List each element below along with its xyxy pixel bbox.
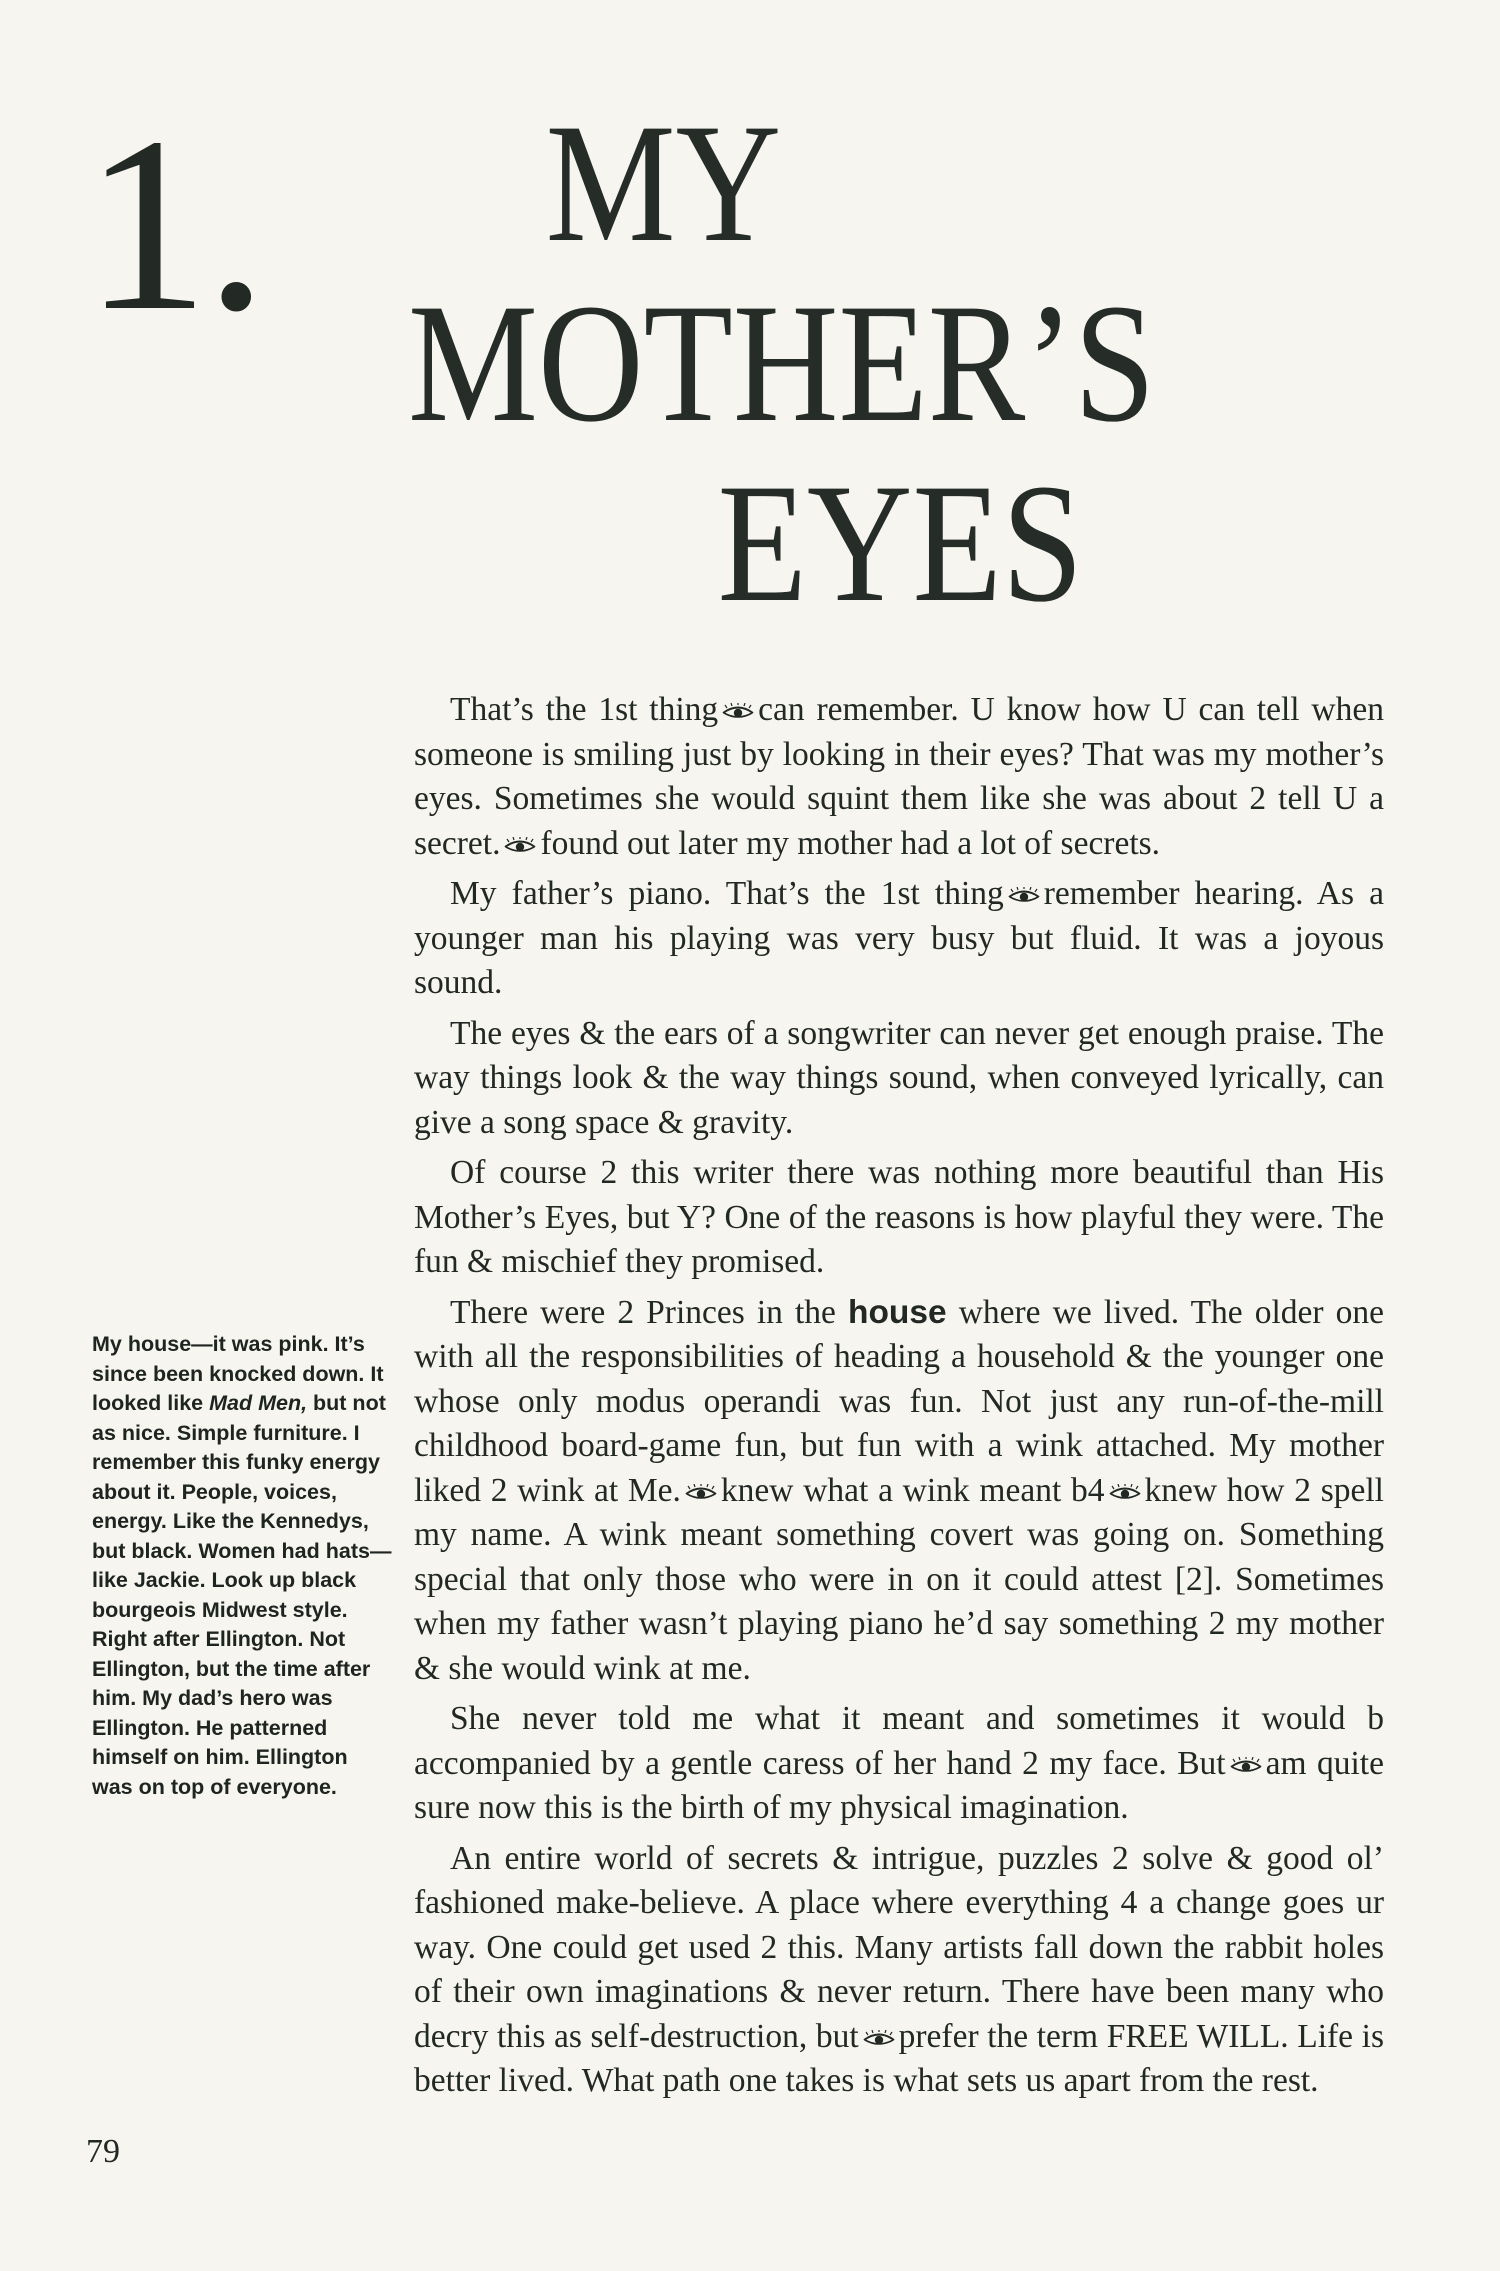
eye-icon <box>862 2030 896 2048</box>
sidebar-text: My house—it was pink. It’s since been knocked down. It looked like <box>92 1332 384 1415</box>
eye-icon <box>721 703 755 721</box>
text-span: knew what a wink meant b4 <box>720 1471 1105 1509</box>
eye-icon <box>1007 887 1041 905</box>
body-text <box>414 688 1384 2110</box>
text-span: She never told me what it meant and sometimes it would b accompanied by a gentle caress of her hand 2 my face. But <box>414 1700 1384 1782</box>
text-span: am quite sure now this is the birth of my physical imagination. <box>414 1744 1384 1826</box>
title-line-1: MY <box>545 89 782 277</box>
sidebar-note <box>92 1330 392 1802</box>
chapter-number: 1. <box>84 86 264 363</box>
paragraph-2 <box>414 872 1384 1006</box>
title-line-3: EYES <box>717 449 1084 637</box>
text-span: prefer the term FREE WILL. Life is better lived. What path one takes is what sets us apart from the rest. <box>414 2017 1384 2099</box>
paragraph-1 <box>414 688 1384 866</box>
title-line-2: MOTHER’S <box>408 269 1156 457</box>
chapter-title <box>408 89 1337 638</box>
paragraph-5 <box>414 1291 1384 1692</box>
bold-word-house: house <box>847 1293 947 1331</box>
sidebar-text: but not as nice. Simple furniture. I remember this funky energy about it. People, voices, energy. Like the Kennedys, but black. Women had hats—like Jackie. Look up black bourgeois Midwest style. Right after Ellington. Not Ellington, but the time after him. My dad’s hero was Ellington. He patterned himself on him. Ellington was on top of everyone. <box>92 1391 392 1799</box>
text-span: where we lived. The older one with all the responsibilities of heading a household & the younger one whose only modus operandi was fun. Not just any run-of-the-mill childhood board-game fun, but fun with a wink attached. My mother liked 2 wink at Me. <box>414 1293 1385 1509</box>
paragraph-4: Of course 2 this writer there was nothing more beautiful than His Mother’s Eyes, but Y? One of the reasons is how playful they were. The fun & mischief they promised. <box>414 1154 1384 1280</box>
paragraph-7 <box>414 1837 1384 2104</box>
eye-icon <box>684 1484 718 1502</box>
eye-icon <box>1229 1757 1263 1775</box>
sidebar-italic-title: Mad Men, <box>209 1391 308 1415</box>
page-number: 79 <box>86 2133 120 2170</box>
text-span: remember hearing. As a younger man his playing was very busy but fluid. It was a joyous sound. <box>414 875 1385 1001</box>
text-span: found out later my mother had a lot of secrets. <box>540 824 1161 862</box>
eye-icon <box>1108 1484 1142 1502</box>
text-span: knew how 2 spell my name. A wink meant something covert was going on. Something special that only those who were in on it could attest [2]. Sometimes when my father wasn’t playing piano he’d say something 2 my mother & she would wink at me. <box>414 1471 1384 1687</box>
text-span: That’s the 1st thing <box>450 691 719 728</box>
text-span: There were 2 Princes in the <box>450 1293 836 1331</box>
text-span: My father’s piano. That’s the 1st thing <box>450 875 1004 912</box>
text-span: can remember. U know how U can tell when someone is smiling just by looking in their eyes? That was my mother’s eyes. Sometimes she would squint them like she was about 2 tell U a secret. <box>414 691 1384 862</box>
eye-icon <box>503 837 537 855</box>
paragraph-3: The eyes & the ears of a songwriter can never get enough praise. The way things look & the way things sound, when conveyed lyrically, can give a song space & gravity. <box>414 1014 1384 1141</box>
paragraph-6 <box>414 1697 1384 1831</box>
text-span: An entire world of secrets & intrigue, puzzles 2 solve & good ol’ fashioned make-believe. A place where everything 4 a change goes ur way. One could get used 2 this. Many artists fall down the rabbit holes of their own imaginations & never return. There have been many who decry this as self-destruction, but <box>414 1839 1384 2055</box>
